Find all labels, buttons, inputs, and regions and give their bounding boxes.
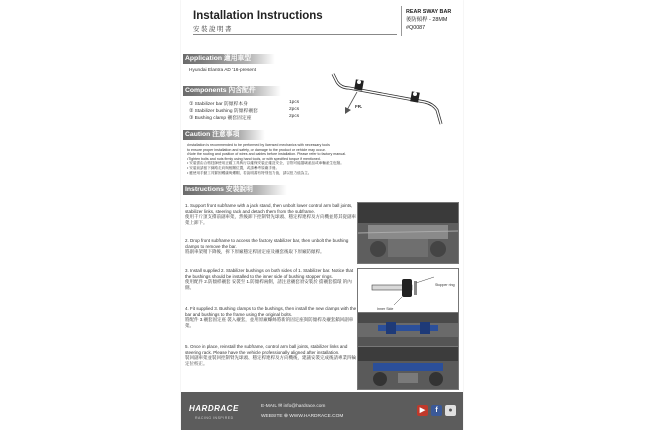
brand-logo: HARDRACE <box>189 404 239 413</box>
step-text-en: 2. Drop front subframe to access the factory stabilizer bar, then unbolt the bushing clamps to remove the bar. <box>185 238 349 249</box>
instruction-step-1 <box>185 203 357 226</box>
component-1-qty: 1pcs <box>289 100 300 105</box>
youtube-icon: ▶ <box>417 405 428 416</box>
step-text-en: 1. Support front subframe with a jack stand, then unbolt lower control arm ball joints, stabilizer links, steering rack and detach them from the subframe. <box>185 203 353 214</box>
step-5-photo <box>357 346 459 390</box>
facebook-icon: f <box>431 405 442 416</box>
instruction-step-4 <box>185 306 357 329</box>
instruction-step-3 <box>185 268 357 291</box>
brand-tagline: RACING INSPIRED <box>195 416 234 420</box>
component-3-qty: 2pcs <box>289 114 300 119</box>
component-2-qty: 2pcs <box>289 107 300 112</box>
caution-line: • 應使用手動工具緊固螺絲與螺帽，若說明書有特別扭力值，請以扭力值為主。 <box>187 170 312 175</box>
product-name: REAR SWAY BAR <box>406 9 452 15</box>
step-text-en: 4. Fit supplied 3. Bushing clamps to the bushings, then install the new clamps with the bar and bushings to the frame using the original bolts. <box>185 306 357 317</box>
application-heading: Application 適用車型 <box>183 54 275 64</box>
caution-line: to ensure proper installation and safety, or damage to the product or vehicle may occur. <box>187 147 326 152</box>
caution-line: •Note the routing and position of wires and cables before installation. Please refer to factory manual. <box>187 152 347 157</box>
step-text-en: 5. Once in place, reinstall the subframe, control arm ball joints, stabilizer links and steering rack. Please have the vehicle professionally aligned after installation. <box>185 344 348 355</box>
header-divider <box>193 34 397 35</box>
caution-line: • 安裝需由合格技師使用正確工具執行以確保安裝正確及安全，否則可能損壞產品或車輛產生危險。 <box>187 161 344 166</box>
step-text-cn: 使用千斤頂支撐前副車架，然後卸下控制臂先球頭、穩定桿連桿及方向機並將其從副車架上卸下。 <box>185 214 356 226</box>
instruction-step-2 <box>185 238 357 255</box>
step-text-cn: 裝回副車架並裝回控制臂先球頭、穩定桿連桿及方向機後，建議安裝完成後請專業四輪定位校正。 <box>185 355 356 367</box>
instruction-step-5 <box>185 344 357 367</box>
inner-side-label: Inner Side <box>377 307 394 311</box>
caution-line: •Tighten bolts and nuts firmly using hand tools, or with specified torque if mentioned. <box>187 156 321 161</box>
instruction-sheet <box>181 0 463 430</box>
contact-website: WEBSITE ⊕ WWW.HARDRACE.COM <box>261 414 344 419</box>
application-vehicle: Hyundai Elantra AD '16-present <box>189 68 257 73</box>
component-1-name: ① Stabilizer bar 防傾桿本身 <box>189 102 248 107</box>
step-text-cn: 將配件 3.襯套固定座 裝入襯套，並用原廠螺絲將新的固定座與防傾桿及襯套鎖回副車架。 <box>185 317 354 329</box>
contact-email: E-MAIL ✉ info@hardrace.com <box>261 404 326 409</box>
sway-bar-diagram <box>327 52 451 130</box>
document-title: Installation Instructions <box>193 10 323 22</box>
step-text-cn: 使用配件 2.防傾桿襯套 安裝至 1.防傾桿兩側，請注意襯套須安裝於 擋襯套擋環 的內側。 <box>185 279 352 291</box>
step-4-photo <box>357 312 459 348</box>
product-name-cn: 後防傾桿 - 28MM <box>406 17 448 23</box>
footer <box>181 392 463 430</box>
stabilizer-bar-shape <box>333 74 441 124</box>
caution-heading: Caution 注意事項 <box>183 130 265 140</box>
document-subtitle: 安裝說明書 <box>193 26 233 33</box>
component-3-name: ③ Bushing clamp 襯套固定座 <box>189 116 252 121</box>
step-3-bushing-diagram <box>357 268 459 314</box>
instructions-heading: Instructions 安裝說明 <box>183 185 287 195</box>
instagram-icon: ● <box>445 405 456 416</box>
caution-line: • 安裝前請留下線路走向與相關位置，或請參考原廠手冊。 <box>187 165 280 170</box>
caution-line: •Installation is recommended to be performed by licensed mechanics with necessary tools <box>187 143 330 147</box>
components-heading: Components 內含配件 <box>183 86 281 96</box>
step-1-2-photo <box>357 202 459 264</box>
caution-text <box>187 143 459 175</box>
step-text-cn: 將副車架稍下降後，拆下原廠穩定桿固定座及襯套後取下原廠防傾桿。 <box>185 249 325 255</box>
product-code: #Q0087 <box>406 25 426 31</box>
stopper-ring-label: Stopper ring <box>435 283 455 287</box>
product-info-box <box>401 6 460 36</box>
component-2-name: ② Stabilizer bushing 防傾桿襯套 <box>189 109 258 114</box>
step-text-en: 3. Install supplied 2. Stabilizer bushings on both sides of 1. Stabilizer bar. Notice that the bushings should be installed to the inner side of bushing stopper rings. <box>185 268 354 279</box>
front-direction-label: FR. <box>355 104 363 109</box>
